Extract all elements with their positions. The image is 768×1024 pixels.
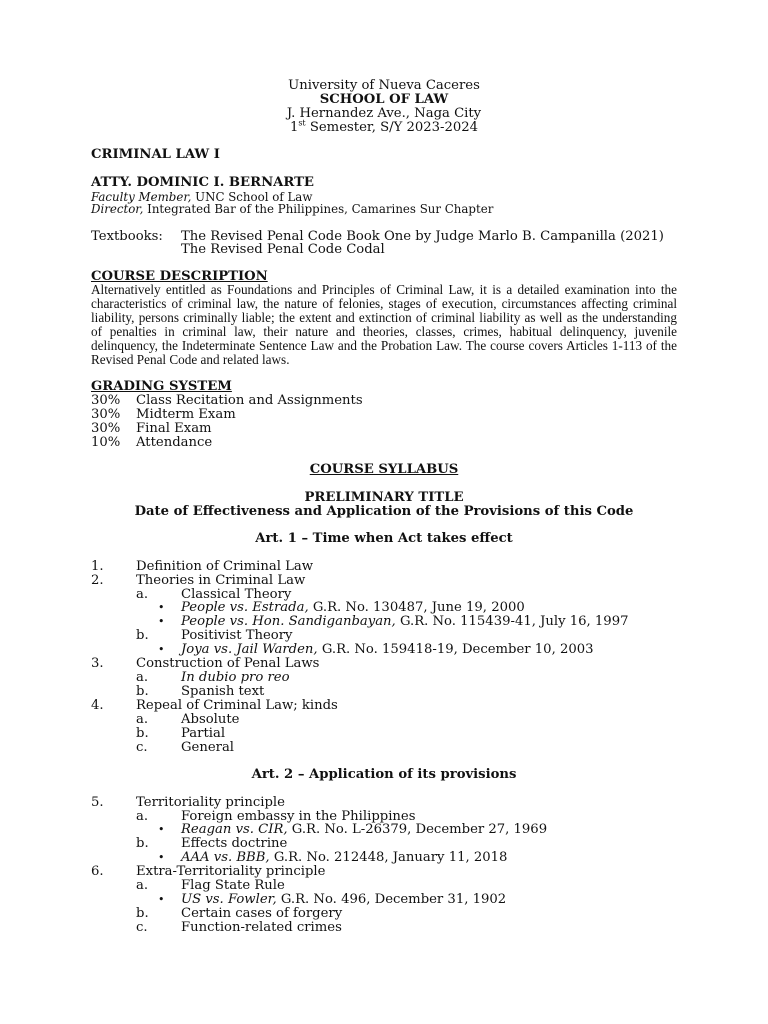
outline-subitem: Function-related crimes	[181, 920, 342, 935]
outline-letter: c.	[136, 920, 148, 935]
school-address: J. Hernandez Ave., Naga City	[286, 106, 482, 121]
outline-letter: a.	[136, 712, 149, 727]
outline-letter: b.	[136, 836, 149, 851]
grading-percent: 10%	[91, 435, 121, 450]
outline-letter: a.	[136, 878, 149, 893]
case-cite: G.R. No. 115439-41, July 16, 1997	[395, 614, 629, 629]
role2-org: Integrated Bar of the Philippines, Camarines Sur Chapter	[143, 202, 494, 216]
case-name: People vs. Hon. Sandiganbayan,	[181, 614, 396, 629]
outline-number: 6.	[91, 864, 104, 879]
case-cite: G.R. No. 159418-19, December 10, 2003	[317, 642, 594, 657]
case-cite: G.R. No. 130487, June 19, 2000	[308, 600, 525, 615]
outline-item: Extra-Territoriality principle	[136, 864, 326, 879]
case-citation	[181, 643, 594, 657]
outline-subitem: In dubio pro reo	[181, 670, 290, 685]
outline-item: Construction of Penal Laws	[136, 656, 320, 671]
bullet-icon: •	[158, 851, 165, 864]
case-citation	[181, 601, 525, 615]
outline-number: 4.	[91, 698, 104, 713]
outline-letter: b.	[136, 726, 149, 741]
syllabus-subtitle: Date of Effectiveness and Application of the Provisions of this Code	[134, 504, 634, 519]
case-citation	[181, 893, 506, 907]
outline-letter: a.	[136, 670, 149, 685]
outline-subitem: Positivist Theory	[181, 628, 293, 643]
outline-item: Territoriality principle	[136, 795, 285, 810]
outline-item: Theories in Criminal Law	[136, 573, 306, 588]
syllabus-heading: COURSE SYLLABUS	[309, 462, 459, 477]
bullet-icon: •	[158, 601, 165, 614]
case-cite: G.R. No. L-26379, December 27, 1969	[287, 822, 548, 837]
outline-subitem: Spanish text	[181, 684, 265, 699]
grading-label: Final Exam	[136, 421, 212, 436]
outline-subitem: Certain cases of forgery	[181, 906, 343, 921]
case-citation	[181, 615, 628, 629]
case-name: AAA vs. BBB,	[181, 850, 270, 865]
semester-ordinal: st	[298, 118, 306, 128]
case-name: Reagan vs. CIR,	[181, 822, 288, 837]
outline-letter: b.	[136, 906, 149, 921]
syllabus-title: PRELIMINARY TITLE	[304, 490, 464, 505]
outline-number: 5.	[91, 795, 104, 810]
outline-subitem: Partial	[181, 726, 226, 741]
course-description-heading: COURSE DESCRIPTION	[91, 269, 268, 284]
instructor-name: ATTY. DOMINIC I. BERNARTE	[91, 175, 314, 190]
grading-label: Class Recitation and Assignments	[136, 393, 363, 408]
case-citation	[181, 851, 507, 865]
course-description-text: Alternatively entitled as Foundations and Principles of Criminal Law, it is a detailed examination into the characteristics of criminal law, the nature of felonies, stages of execution, circumstances affecting criminal liability, persons criminally liable; the extent and extinction of criminal liability as well as the understanding of penalties in criminal law, their nature and theories, classes, crimes, habitual delinquency, juvenile delinquency, the Indeterminate Sentence Law and the Probation Law. The course covers Articles 1-113 of the Revised Penal Code and related laws.	[91, 282, 677, 367]
outline-letter: c.	[136, 740, 148, 755]
outline-number: 1.	[91, 559, 104, 574]
outline-subitem: Absolute	[181, 712, 240, 727]
university-name: University of Nueva Caceres	[288, 78, 480, 93]
article-2-heading: Art. 2 – Application of its provisions	[251, 767, 517, 782]
grading-label: Midterm Exam	[136, 407, 236, 422]
grading-label: Attendance	[136, 435, 213, 450]
outline-subitem: Foreign embassy in the Philippines	[181, 809, 416, 824]
outline-item: Definition of Criminal Law	[136, 559, 314, 574]
grading-heading: GRADING SYSTEM	[91, 379, 232, 394]
outline-number: 2.	[91, 573, 104, 588]
bullet-icon: •	[158, 615, 165, 628]
outline-letter: b.	[136, 628, 149, 643]
outline-subitem: Flag State Rule	[181, 878, 285, 893]
outline-number: 3.	[91, 656, 104, 671]
role2-title: Director,	[91, 202, 144, 216]
role1-org: UNC School of Law	[191, 190, 313, 204]
outline-item: Repeal of Criminal Law; kinds	[136, 698, 338, 713]
case-name: Joya vs. Jail Warden,	[181, 642, 318, 657]
semester-number: 1	[289, 120, 299, 135]
case-citation	[181, 823, 547, 837]
outline-subitem: Effects doctrine	[181, 836, 288, 851]
outline-letter: b.	[136, 684, 149, 699]
article-1-heading: Art. 1 – Time when Act takes effect	[255, 531, 513, 546]
outline-letter: a.	[136, 809, 149, 824]
school-name: SCHOOL OF LAW	[319, 92, 449, 107]
textbooks-label: Textbooks:	[91, 229, 163, 244]
role1-title: Faculty Member,	[91, 190, 192, 204]
outline-letter: a.	[136, 587, 149, 602]
case-cite: G.R. No. 212448, January 11, 2018	[269, 850, 508, 865]
instructor-role-2	[91, 202, 493, 216]
case-name: People vs. Estrada,	[181, 600, 309, 615]
case-cite: G.R. No. 496, December 31, 1902	[276, 892, 507, 907]
grading-percent: 30%	[91, 393, 121, 408]
course-title: CRIMINAL LAW I	[91, 147, 220, 162]
grading-percent: 30%	[91, 421, 121, 436]
semester-line	[0, 118, 768, 135]
bullet-icon: •	[158, 893, 165, 906]
bullet-icon: •	[158, 643, 165, 656]
grading-percent: 30%	[91, 407, 121, 422]
outline-subitem: Classical Theory	[181, 587, 292, 602]
bullet-icon: •	[158, 823, 165, 836]
outline-subitem: General	[181, 740, 235, 755]
semester-text: Semester, S/Y 2023-2024	[305, 120, 479, 135]
case-name: US vs. Fowler,	[181, 892, 277, 907]
textbook-item: The Revised Penal Code Codal	[181, 242, 385, 257]
textbook-item: The Revised Penal Code Book One by Judge Marlo B. Campanilla (2021)	[181, 229, 664, 244]
